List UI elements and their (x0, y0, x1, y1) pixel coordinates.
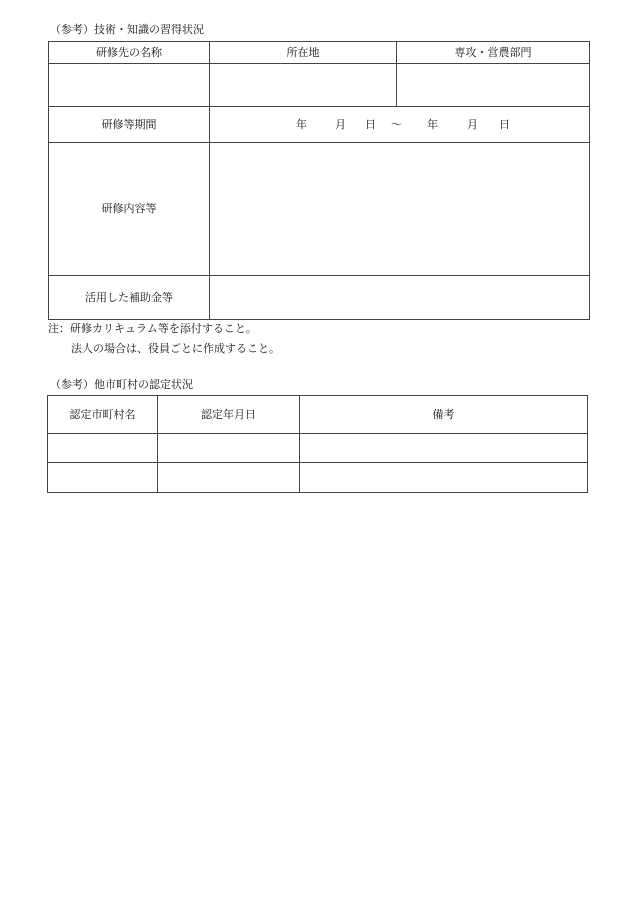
period-cell[interactable] (210, 107, 590, 143)
end-day-label: 日 (499, 117, 510, 131)
table-row (48, 434, 588, 463)
subsidy-label: 活用した補助金等 (49, 276, 210, 320)
table-row (48, 463, 588, 493)
training-header-row (49, 42, 590, 64)
remarks-header: 備考 (300, 396, 588, 434)
period-label: 研修等期間 (49, 107, 210, 143)
municipality-header: 認定市町村名 (48, 396, 158, 434)
content-cell[interactable] (210, 143, 590, 276)
certification-header-row (48, 396, 588, 434)
end-month-label: 月 (467, 117, 478, 131)
note-line2: 法人の場合は、役員ごとに作成すること。 (71, 342, 280, 355)
certification-date-cell[interactable] (158, 434, 300, 463)
major-header: 専攻・営農部門 (397, 42, 590, 64)
start-month-label: 月 (335, 117, 346, 131)
certification-date-header: 認定年月日 (158, 396, 300, 434)
training-name-cell[interactable] (49, 64, 210, 107)
major-cell[interactable] (397, 64, 590, 107)
subsidy-row (49, 276, 590, 320)
start-day-label: 日 (365, 117, 376, 131)
training-entry-row (49, 64, 590, 107)
remarks-cell[interactable] (300, 463, 588, 493)
training-table (48, 41, 590, 320)
location-header: 所在地 (210, 42, 397, 64)
date-range (210, 118, 589, 132)
section2-title: （参考）他市町村の認定状況 (50, 378, 193, 391)
period-row (49, 107, 590, 143)
end-year-label: 年 (427, 117, 438, 131)
location-cell[interactable] (210, 64, 397, 107)
training-name-header: 研修先の名称 (49, 42, 210, 64)
note-line1: 注：研修カリキュラム等を添付すること。 (48, 322, 257, 335)
certification-table (47, 395, 588, 493)
certification-date-cell[interactable] (158, 463, 300, 493)
municipality-cell[interactable] (48, 463, 158, 493)
start-year-label: 年 (296, 117, 307, 131)
remarks-cell[interactable] (300, 434, 588, 463)
content-row (49, 143, 590, 276)
subsidy-cell[interactable] (210, 276, 590, 320)
section1-title: （参考）技術・知識の習得状況 (50, 23, 204, 36)
tilde-label: ～ (391, 117, 402, 131)
municipality-cell[interactable] (48, 434, 158, 463)
content-label: 研修内容等 (49, 143, 210, 276)
